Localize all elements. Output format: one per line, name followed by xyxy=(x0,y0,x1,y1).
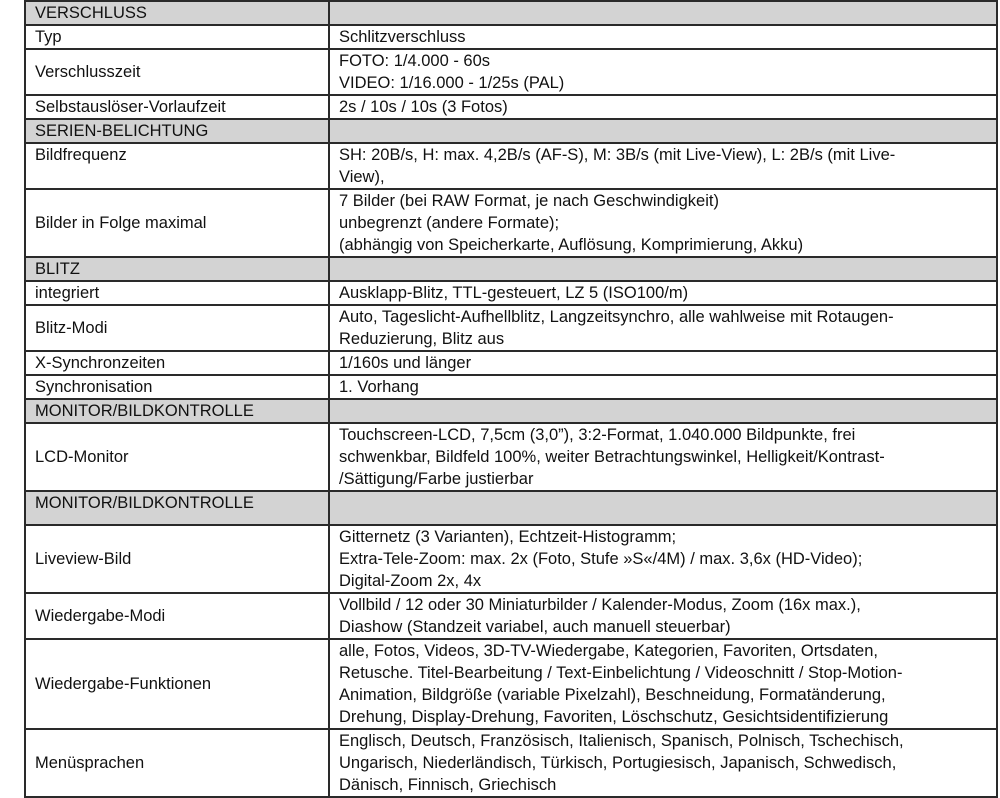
table-row xyxy=(25,305,997,351)
spec-label: Synchronisation xyxy=(25,375,329,399)
spec-value-line: alle, Fotos, Videos, 3D-TV-Wiedergabe, Kategorien, Favoriten, Ortsdaten, xyxy=(339,642,878,660)
spec-value xyxy=(329,351,997,375)
section-empty-cell xyxy=(329,399,997,423)
spec-value xyxy=(329,305,997,351)
table-row xyxy=(25,639,997,729)
spec-label: Menüsprachen xyxy=(25,729,329,797)
spec-value-line: FOTO: 1/4.000 - 60s xyxy=(339,52,491,70)
spec-label: Verschlusszeit xyxy=(25,49,329,95)
spec-label: Typ xyxy=(25,25,329,49)
section-title: BLITZ xyxy=(25,257,329,281)
spec-value-line: Animation, Bildgröße (variable Pixelzahl), Beschneidung, Formatänderung, xyxy=(339,686,886,704)
table-row xyxy=(25,49,997,95)
table-row xyxy=(25,423,997,491)
table-row xyxy=(25,375,997,399)
spec-value xyxy=(329,281,997,305)
spec-value-line: 2s / 10s / 10s (3 Fotos) xyxy=(339,98,508,116)
section-title: MONITOR/BILDKONTROLLE xyxy=(25,399,329,423)
spec-value xyxy=(329,375,997,399)
spec-value-line: VIDEO: 1/16.000 - 1/25s (PAL) xyxy=(339,74,565,92)
spec-value-line: (abhängig von Speicherkarte, Auflösung, Komprimierung, Akku) xyxy=(339,236,804,254)
spec-value-line: /Sättigung/Farbe justierbar xyxy=(339,470,534,488)
spec-table-body xyxy=(25,1,997,797)
spec-value-line: Extra-Tele-Zoom: max. 2x (Foto, Stufe »S«/4M) / max. 3,6x (HD-Video); xyxy=(339,550,863,568)
spec-value-line: 7 Bilder (bei RAW Format, je nach Geschwindigkeit) xyxy=(339,192,719,210)
spec-value xyxy=(329,49,997,95)
spec-label: Liveview-Bild xyxy=(25,525,329,593)
spec-value-line: Reduzierung, Blitz aus xyxy=(339,330,505,348)
spec-value xyxy=(329,25,997,49)
table-row xyxy=(25,189,997,257)
spec-label: Bilder in Folge maximal xyxy=(25,189,329,257)
spec-value xyxy=(329,639,997,729)
spec-label: Wiedergabe-Modi xyxy=(25,593,329,639)
spec-value xyxy=(329,525,997,593)
table-row xyxy=(25,525,997,593)
spec-label: Wiedergabe-Funktionen xyxy=(25,639,329,729)
section-header-row xyxy=(25,119,997,143)
spec-value-line: Schlitzverschluss xyxy=(339,28,466,46)
table-row xyxy=(25,593,997,639)
section-empty-cell xyxy=(329,491,997,525)
spec-value-line: Diashow (Standzeit variabel, auch manuell steuerbar) xyxy=(339,618,731,636)
spec-label: Selbstauslöser-Vorlaufzeit xyxy=(25,95,329,119)
spec-label: Blitz-Modi xyxy=(25,305,329,351)
section-empty-cell xyxy=(329,257,997,281)
spec-label: X-Synchronzeiten xyxy=(25,351,329,375)
spec-value-line: View), xyxy=(339,168,385,186)
spec-value-line: Touchscreen-LCD, 7,5cm (3,0”), 3:2-Format, 1.040.000 Bildpunkte, frei xyxy=(339,426,856,444)
section-title: SERIEN-BELICHTUNG xyxy=(25,119,329,143)
spec-value xyxy=(329,95,997,119)
section-header-row xyxy=(25,257,997,281)
spec-value-line: Digital-Zoom 2x, 4x xyxy=(339,572,482,590)
table-row xyxy=(25,95,997,119)
spec-value-line: Auto, Tageslicht-Aufhellblitz, Langzeitsynchro, alle wahlweise mit Rotaugen- xyxy=(339,308,894,326)
table-row xyxy=(25,281,997,305)
spec-value xyxy=(329,189,997,257)
spec-value-line: Drehung, Display-Drehung, Favoriten, Löschschutz, Gesichtsidentifizierung xyxy=(339,708,889,726)
table-row xyxy=(25,729,997,797)
table-row xyxy=(25,25,997,49)
spec-value-line: Dänisch, Finnisch, Griechisch xyxy=(339,776,557,794)
spec-value-line: Retusche. Titel-Bearbeitung / Text-Einbelichtung / Videoschnitt / Stop-Motion- xyxy=(339,664,903,682)
spec-value-line: SH: 20B/s, H: max. 4,2B/s (AF-S), M: 3B/s (mit Live-View), L: 2B/s (mit Live- xyxy=(339,146,896,164)
spec-label: Bildfrequenz xyxy=(25,143,329,189)
spec-value xyxy=(329,423,997,491)
section-header-row xyxy=(25,491,997,525)
spec-value xyxy=(329,143,997,189)
spec-value-line: Ungarisch, Niederländisch, Türkisch, Portugiesisch, Japanisch, Schwedisch, xyxy=(339,754,897,772)
spec-value xyxy=(329,729,997,797)
spec-table xyxy=(24,0,998,798)
spec-value-line: 1. Vorhang xyxy=(339,378,419,396)
spec-value-line: schwenkbar, Bildfeld 100%, weiter Betrachtungswinkel, Helligkeit/Kontrast- xyxy=(339,448,885,466)
section-header-row xyxy=(25,1,997,25)
section-empty-cell xyxy=(329,1,997,25)
spec-value-line: Vollbild / 12 oder 30 Miniaturbilder / Kalender-Modus, Zoom (16x max.), xyxy=(339,596,861,614)
spec-value xyxy=(329,593,997,639)
table-row xyxy=(25,351,997,375)
section-title: MONITOR/BILDKONTROLLE xyxy=(25,491,329,525)
section-title: VERSCHLUSS xyxy=(25,1,329,25)
spec-value-line: unbegrenzt (andere Formate); xyxy=(339,214,560,232)
spec-label: integriert xyxy=(25,281,329,305)
spec-value-line: 1/160s und länger xyxy=(339,354,472,372)
table-row xyxy=(25,143,997,189)
spec-value-line: Gitternetz (3 Varianten), Echtzeit-Histogramm; xyxy=(339,528,677,546)
spec-value-line: Ausklapp-Blitz, TTL-gesteuert, LZ 5 (ISO100/m) xyxy=(339,284,689,302)
spec-value-line: Englisch, Deutsch, Französisch, Italienisch, Spanisch, Polnisch, Tschechisch, xyxy=(339,732,904,750)
section-empty-cell xyxy=(329,119,997,143)
spec-label: LCD-Monitor xyxy=(25,423,329,491)
section-header-row xyxy=(25,399,997,423)
